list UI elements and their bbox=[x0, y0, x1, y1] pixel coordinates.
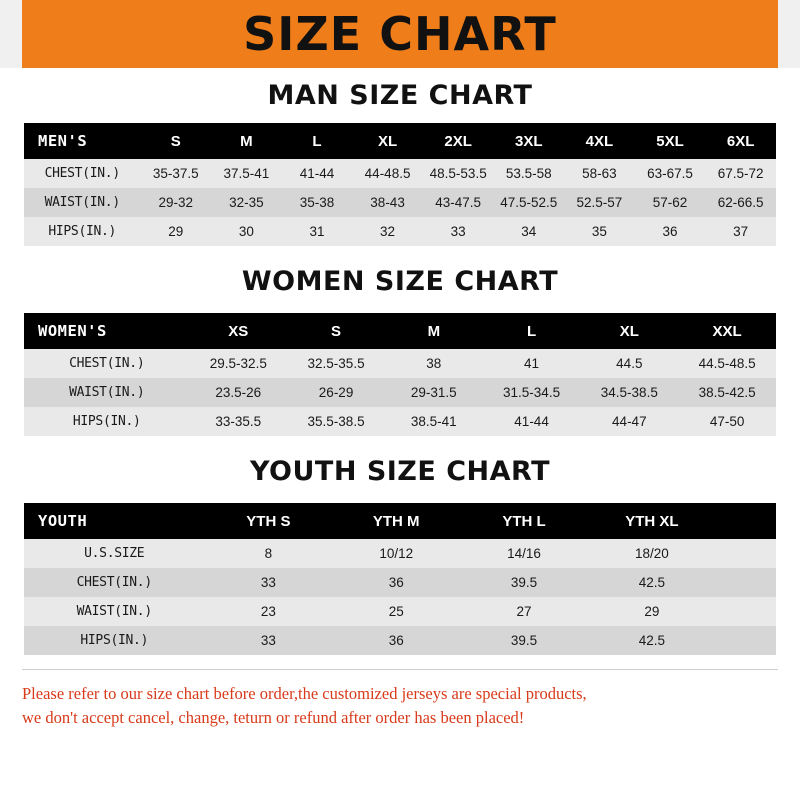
header-cell: L bbox=[282, 123, 353, 159]
cell: 34 bbox=[493, 217, 564, 246]
cell: 29-31.5 bbox=[385, 378, 483, 407]
table-row bbox=[24, 349, 776, 378]
section-title-man: MAN SIZE CHART bbox=[267, 80, 533, 111]
header-cell: S bbox=[140, 123, 211, 159]
cell: 27 bbox=[460, 597, 588, 626]
row-label: HIPS(IN.) bbox=[24, 626, 204, 655]
row-label: CHEST(IN.) bbox=[24, 159, 140, 188]
cell-empty bbox=[716, 597, 776, 626]
banner-edge-left bbox=[0, 0, 22, 68]
footer-divider bbox=[22, 669, 778, 670]
table-row bbox=[24, 626, 776, 655]
header-cell: 6XL bbox=[705, 123, 776, 159]
header-cell: 4XL bbox=[564, 123, 635, 159]
cell: 34.5-38.5 bbox=[580, 378, 678, 407]
page-title: SIZE CHART bbox=[243, 7, 557, 61]
table-row bbox=[24, 378, 776, 407]
cell: 41 bbox=[483, 349, 581, 378]
cell: 38 bbox=[385, 349, 483, 378]
header-cell-label: WOMEN'S bbox=[24, 313, 189, 349]
cell: 33 bbox=[204, 626, 332, 655]
cell: 35 bbox=[564, 217, 635, 246]
cell: 35-38 bbox=[282, 188, 353, 217]
table-man-size bbox=[24, 123, 776, 246]
cell: 62-66.5 bbox=[705, 188, 776, 217]
header-cell: XS bbox=[189, 313, 287, 349]
cell: 29 bbox=[588, 597, 716, 626]
cell: 52.5-57 bbox=[564, 188, 635, 217]
cell: 29.5-32.5 bbox=[189, 349, 287, 378]
row-label: WAIST(IN.) bbox=[24, 597, 204, 626]
cell: 37.5-41 bbox=[211, 159, 282, 188]
header-cell-label: MEN'S bbox=[24, 123, 140, 159]
header-cell-label: YOUTH bbox=[24, 503, 204, 539]
row-label: U.S.SIZE bbox=[24, 539, 204, 568]
cell: 44-47 bbox=[580, 407, 678, 436]
cell: 8 bbox=[204, 539, 332, 568]
cell: 41-44 bbox=[483, 407, 581, 436]
cell: 53.5-58 bbox=[493, 159, 564, 188]
cell: 31 bbox=[282, 217, 353, 246]
cell: 39.5 bbox=[460, 626, 588, 655]
footer-note-line-2: we don't accept cancel, change, teturn or refund after order has been placed! bbox=[22, 707, 525, 727]
cell: 67.5-72 bbox=[705, 159, 776, 188]
cell: 36 bbox=[332, 626, 460, 655]
table-row bbox=[24, 217, 776, 246]
header-cell: L bbox=[483, 313, 581, 349]
table-women-size bbox=[24, 313, 776, 436]
row-label: WAIST(IN.) bbox=[24, 188, 140, 217]
row-label: CHEST(IN.) bbox=[24, 349, 189, 378]
header-cell: 3XL bbox=[493, 123, 564, 159]
cell: 39.5 bbox=[460, 568, 588, 597]
cell: 44.5-48.5 bbox=[678, 349, 776, 378]
cell: 33-35.5 bbox=[189, 407, 287, 436]
table-row bbox=[24, 568, 776, 597]
footer-note bbox=[0, 678, 800, 730]
cell: 29-32 bbox=[140, 188, 211, 217]
cell: 35.5-38.5 bbox=[287, 407, 385, 436]
cell: 58-63 bbox=[564, 159, 635, 188]
section-man bbox=[0, 80, 800, 246]
cell: 47-50 bbox=[678, 407, 776, 436]
cell: 35-37.5 bbox=[140, 159, 211, 188]
cell: 43-47.5 bbox=[423, 188, 494, 217]
cell: 63-67.5 bbox=[635, 159, 706, 188]
cell: 47.5-52.5 bbox=[493, 188, 564, 217]
table-head bbox=[24, 503, 776, 539]
cell-empty bbox=[716, 539, 776, 568]
row-label: CHEST(IN.) bbox=[24, 568, 204, 597]
header-cell: M bbox=[211, 123, 282, 159]
section-youth bbox=[0, 456, 800, 655]
header-cell: YTH S bbox=[204, 503, 332, 539]
table-header-row bbox=[24, 503, 776, 539]
header-cell: YTH L bbox=[460, 503, 588, 539]
row-label: HIPS(IN.) bbox=[24, 407, 189, 436]
header-cell: XL bbox=[580, 313, 678, 349]
cell: 36 bbox=[332, 568, 460, 597]
header-cell: XL bbox=[352, 123, 423, 159]
section-title-women: WOMEN SIZE CHART bbox=[241, 266, 559, 297]
table-body bbox=[24, 159, 776, 246]
header-banner bbox=[0, 0, 800, 68]
table-row bbox=[24, 539, 776, 568]
header-cell: YTH XL bbox=[588, 503, 716, 539]
cell: 32 bbox=[352, 217, 423, 246]
cell: 41-44 bbox=[282, 159, 353, 188]
cell: 26-29 bbox=[287, 378, 385, 407]
table-body bbox=[24, 349, 776, 436]
cell: 10/12 bbox=[332, 539, 460, 568]
cell: 30 bbox=[211, 217, 282, 246]
cell: 33 bbox=[423, 217, 494, 246]
table-youth-size bbox=[24, 503, 776, 655]
header-cell: XXL bbox=[678, 313, 776, 349]
table-row bbox=[24, 188, 776, 217]
cell: 44.5 bbox=[580, 349, 678, 378]
cell: 42.5 bbox=[588, 626, 716, 655]
cell: 38-43 bbox=[352, 188, 423, 217]
table-head bbox=[24, 123, 776, 159]
table-body bbox=[24, 539, 776, 655]
header-cell: YTH M bbox=[332, 503, 460, 539]
cell-empty bbox=[716, 626, 776, 655]
cell: 37 bbox=[705, 217, 776, 246]
cell: 29 bbox=[140, 217, 211, 246]
cell: 38.5-42.5 bbox=[678, 378, 776, 407]
cell: 57-62 bbox=[635, 188, 706, 217]
cell: 32.5-35.5 bbox=[287, 349, 385, 378]
header-cell: 5XL bbox=[635, 123, 706, 159]
cell: 48.5-53.5 bbox=[423, 159, 494, 188]
cell-empty bbox=[716, 568, 776, 597]
cell: 38.5-41 bbox=[385, 407, 483, 436]
banner-edge-right bbox=[778, 0, 800, 68]
cell: 44-48.5 bbox=[352, 159, 423, 188]
table-row bbox=[24, 407, 776, 436]
row-label: WAIST(IN.) bbox=[24, 378, 189, 407]
cell: 33 bbox=[204, 568, 332, 597]
cell: 23.5-26 bbox=[189, 378, 287, 407]
cell: 36 bbox=[635, 217, 706, 246]
table-header-row bbox=[24, 313, 776, 349]
cell: 32-35 bbox=[211, 188, 282, 217]
footer-note-line-1: Please refer to our size chart before order,the customized jerseys are special products, bbox=[22, 684, 587, 703]
row-label: HIPS(IN.) bbox=[24, 217, 140, 246]
section-title-youth: YOUTH SIZE CHART bbox=[249, 456, 551, 487]
table-head bbox=[24, 313, 776, 349]
cell: 23 bbox=[204, 597, 332, 626]
cell: 31.5-34.5 bbox=[483, 378, 581, 407]
header-cell: 2XL bbox=[423, 123, 494, 159]
cell: 18/20 bbox=[588, 539, 716, 568]
table-row bbox=[24, 597, 776, 626]
table-row bbox=[24, 159, 776, 188]
section-women bbox=[0, 266, 800, 436]
table-header-row bbox=[24, 123, 776, 159]
header-cell: M bbox=[385, 313, 483, 349]
cell: 25 bbox=[332, 597, 460, 626]
header-cell: S bbox=[287, 313, 385, 349]
header-cell-empty bbox=[716, 503, 776, 539]
cell: 42.5 bbox=[588, 568, 716, 597]
cell: 14/16 bbox=[460, 539, 588, 568]
